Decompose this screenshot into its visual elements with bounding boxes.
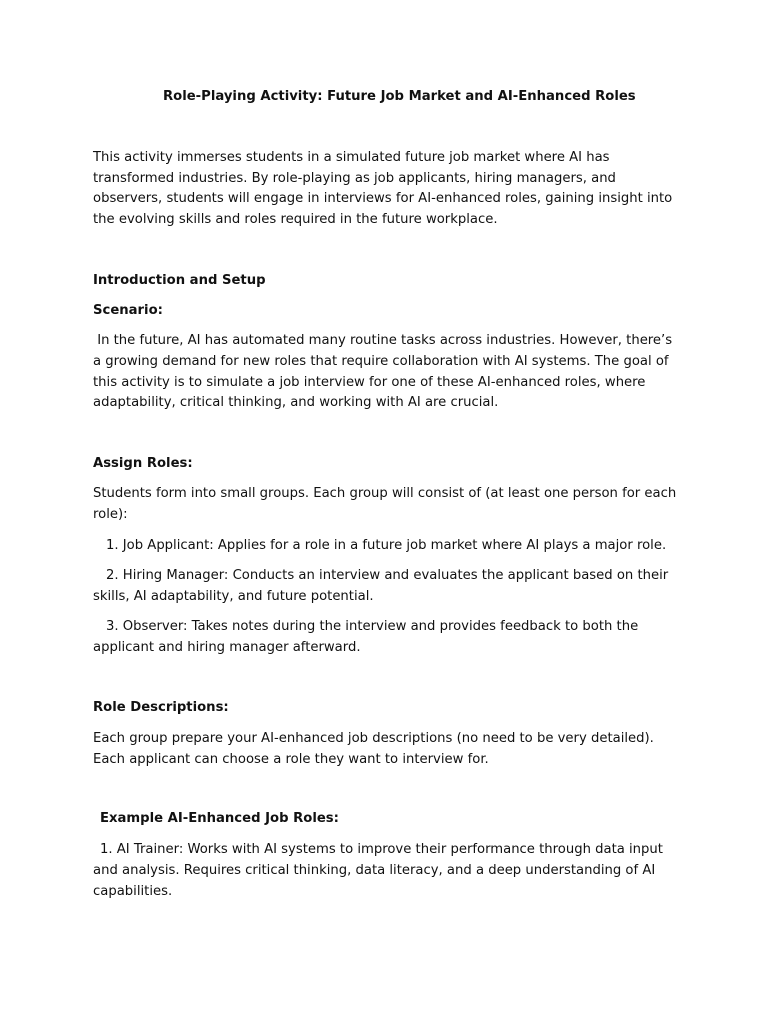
- scenario-line: this activity is to simulate a job interview for one of these AI-enhanced roles, where: [93, 375, 646, 390]
- intro-line: This activity immerses students in a simulated future job market where AI has: [93, 150, 610, 165]
- descriptions-line: Each group prepare your AI-enhanced job descriptions (no need to be very detailed).: [93, 731, 654, 746]
- scenario-line: a growing demand for new roles that require collaboration with AI systems. The goal of: [93, 354, 669, 369]
- example-line: 1. AI Trainer: Works with AI systems to improve their performance through data input: [100, 842, 663, 857]
- role-descriptions-heading: Role Descriptions:: [93, 700, 229, 715]
- role-line: applicant and hiring manager afterward.: [93, 640, 361, 655]
- example-roles-heading: Example AI-Enhanced Job Roles:: [100, 811, 339, 826]
- assign-roles-heading: Assign Roles:: [93, 456, 193, 471]
- scenario-line: adaptability, critical thinking, and working with AI are crucial.: [93, 395, 499, 410]
- role-line: 3. Observer: Takes notes during the interview and provides feedback to both the: [106, 619, 639, 634]
- intro-line: transformed industries. By role-playing as job applicants, hiring managers, and: [93, 171, 616, 186]
- intro-line: observers, students will engage in interviews for AI-enhanced roles, gaining insight into: [93, 191, 673, 206]
- document-title: Role-Playing Activity: Future Job Market and AI-Enhanced Roles: [163, 89, 636, 104]
- assign-line: role):: [93, 507, 128, 522]
- descriptions-line: Each applicant can choose a role they want to interview for.: [93, 752, 489, 767]
- example-line: and analysis. Requires critical thinking, data literacy, and a deep understanding of AI: [93, 863, 656, 878]
- role-line: 2. Hiring Manager: Conducts an interview and evaluates the applicant based on their: [106, 568, 669, 583]
- assign-line: Students form into small groups. Each group will consist of (at least one person for each: [93, 486, 677, 501]
- role-line: skills, AI adaptability, and future potential.: [93, 589, 374, 604]
- scenario-heading: Scenario:: [93, 303, 163, 318]
- scenario-line: In the future, AI has automated many routine tasks across industries. However, there’s: [93, 333, 673, 348]
- intro-line: the evolving skills and roles required in the future workplace.: [93, 212, 498, 227]
- role-item-job-applicant: 1. Job Applicant: Applies for a role in a future job market where AI plays a major role.: [106, 538, 667, 553]
- section-heading-introduction: Introduction and Setup: [93, 273, 266, 288]
- example-line: capabilities.: [93, 884, 173, 899]
